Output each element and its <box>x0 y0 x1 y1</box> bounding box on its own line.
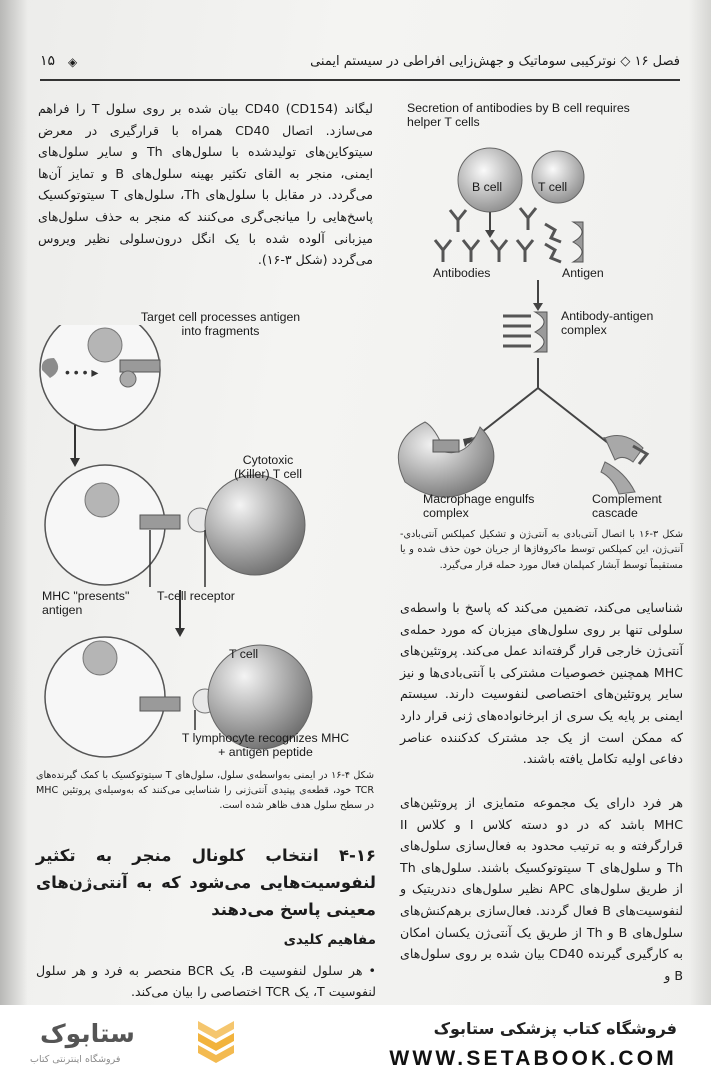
book-logo-icon <box>196 1017 236 1063</box>
complex-icon <box>503 312 547 352</box>
brand-wordmark: ستابوک <box>40 1019 135 1048</box>
svg-text:• • • ▸: • • • ▸ <box>65 364 99 380</box>
paragraph-bottom-right: هر فرد دارای یک مجموعه متمایزی از پروتئین‌های MHC باشد که در دو دسته کلاس I و کلاس II قرارگرفته و به ترتیب محدود به فعال‌سازی سلول‌های Th و سلول‌های T سیتوتوکسیک باشند. سلول‌های Th از طریق سلول‌های APC نظیر سلول‌های دندریتیک و لنفوسیت‌های B فعال گردند. فعال‌سازی برهم‌کنش‌های سلول‌های B و Th از طریق یک آنتی‌ژن یکسان امکان به کارگیری گیرنده CD40 بیان شده بر روی سلول‌های B و <box>400 795 684 983</box>
cytotoxic-t-cell-shape <box>205 475 305 575</box>
t-cell-label: T cell <box>538 180 568 194</box>
page-gutter-shadow <box>0 0 28 1005</box>
mhc-label: MHC "presents" antigen <box>42 589 130 617</box>
receptor-label: T-cell receptor <box>157 589 235 603</box>
running-header <box>40 52 680 76</box>
t-cell-shape <box>532 151 584 203</box>
brand-tagline: فروشگاه اینترنتی کتاب <box>30 1054 121 1065</box>
diamond-icon: ◈ <box>68 55 78 69</box>
key-concepts-heading: مفاهیم کلیدی <box>283 932 376 948</box>
complement-label: Complement cascade <box>592 492 662 520</box>
recognizes-label: T lymphocyte recognizes MHC + antigen peptide <box>181 731 350 759</box>
complement-icon <box>601 436 647 494</box>
advert-footer <box>0 1005 711 1080</box>
b-cell-label: B cell <box>472 180 503 194</box>
antigen-icon <box>545 222 583 262</box>
figure-right-title: Secretion of antibodies by B cell requires helper T cells <box>407 101 630 129</box>
complex-label: Antibody-antigen complex <box>561 309 654 337</box>
figure-left-caption: شکل ۴-۱۶ در ایمنی به‌واسطه‌ی سلول، سلول‌های T سیتوتوکسیک با کمک گیرنده‌های TCR خود، قطعه‌ی پپتیدی آنتی‌ژنی را شناسایی می‌کنند که به‌وسیله‌ی پروتئین MHC در سطح سلول هدف ظاهر شده است. <box>36 770 374 812</box>
cytotoxic-label: Cytotoxic (Killer) T cell <box>234 453 302 481</box>
section-heading: ۴-۱۶ انتخاب کلونال منجر به تکثیر لنفوسیت‌هایی می‌شود که به آنتی‌ژن‌های معینی پاسخ می‌دهند <box>36 846 376 919</box>
macrophage-shape <box>398 422 494 497</box>
cytotoxic-figure <box>30 325 375 765</box>
key-concept-bullet: • هر سلول لنفوسیت B، یک BCR منحصر به فرد و هر سلول لنفوسیت T، یک TCR اختصاصی را بیان می‌کند. <box>36 963 376 999</box>
macrophage-label: Macrophage engulfs complex <box>423 492 535 520</box>
target-cell-label: Target cell processes antigen into fragments <box>140 310 301 338</box>
antibodies-label: Antibodies <box>433 266 491 280</box>
antibodies-icon <box>435 208 536 262</box>
paragraph-top-left: لیگاند CD40 (CD154) بیان شده بر روی سلول T را فراهم می‌سازد. اتصال CD40 همراه با قرارگیری در معرض سیتوکاین‌های تولیدشده با سلول‌های Th و سایر سلول‌های ایمنی، منجر به القای تکثیر بهینه سلول‌های B و تمایز آن‌ها می‌گردد. در مقابل با سلول‌های Th، سلول‌های T سیتوتوکسیک پاسخ‌هایی را میانجی‌گری می‌کنند که منجر به حذف سلول‌های میزبانی آلوده شده با یک انگل درون‌سلولی نظیر ویروس می‌گردد (شکل ۳-۱۶). <box>38 101 373 268</box>
page-edge-shadow <box>689 0 711 1005</box>
paragraph-mid-right: شناسایی می‌کند، تضمین می‌کند که پاسخ با واسطه‌ی سلولی تنها بر روی سلول‌های میزبان که مورد حمله‌ی آنتی‌ژن خارجی قرار گرفته‌اند عمل می‌کند. پروتئین‌های MHC همچنین خصوصیات مشترکی با آنتی‌بادی‌ها و نیز سایر پروتئین‌های اختصاصی لنفوسیت دارند. سیستم ایمنی بر پایه یک سری از ابرخانواده‌های ژنی قرار دارد که ممکن است از یک جد مشترک کدکننده عناصر دفاعی اولیه تکامل یافته باشند. <box>400 600 683 767</box>
header-rule <box>40 79 680 81</box>
page-number: ۱۵ <box>40 53 56 69</box>
shop-name: فروشگاه کتاب پزشکی ستابوک <box>433 1019 677 1038</box>
t-cell-label-left: T cell <box>229 647 259 661</box>
figure-right-caption: شکل ۳-۱۶ با اتصال آنتی‌بادی به آنتی‌ژن و تشکیل کمپلکس آنتی‌بادی-آنتی‌ژن، این کمپلکس توسط ماکروفاژها از جریان خون حذف شده و یا مستقیماً توسط آبشار کمپلمان فعال مورد حمله قرار می‌گیرد. <box>400 529 684 571</box>
antigen-label: Antigen <box>562 266 604 280</box>
shop-url[interactable]: WWW.SETABOOK.COM <box>389 1047 677 1070</box>
chapter-title: فصل ۱۶ ◇ نوترکیبی سوماتیک و جهش‌زایی افراطی در سیستم ایمنی <box>310 54 680 69</box>
